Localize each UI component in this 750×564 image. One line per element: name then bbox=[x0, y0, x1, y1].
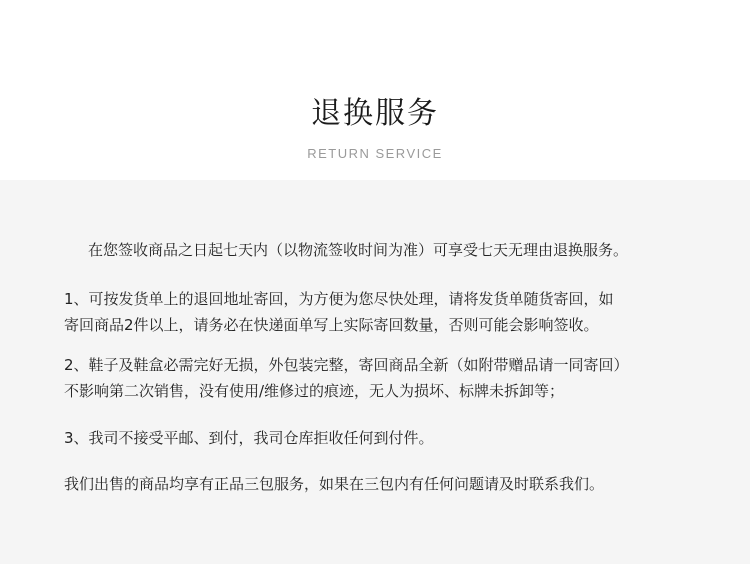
policy-item-1-line-1: 1、可按发货单上的退回地址寄回，为方便为您尽快处理，请将发货单随货寄回，如 bbox=[64, 290, 614, 308]
header-section bbox=[0, 0, 750, 180]
policy-item-3: 3、我司不接受平邮、到付，我司仓库拒收任何到付件。 bbox=[64, 429, 434, 447]
policy-item-1-line-2: 寄回商品2件以上，请务必在快递面单写上实际寄回数量，否则可能会影响签收。 bbox=[64, 316, 599, 334]
policy-content bbox=[0, 180, 750, 564]
policy-item-2 bbox=[64, 352, 704, 404]
policy-item-2-line-1: 2、鞋子及鞋盒必需完好无损，外包装完整，寄回商品全新（如附带赠品请一同寄回） bbox=[64, 356, 629, 374]
policy-item-1 bbox=[64, 286, 704, 338]
policy-item-2-line-2: 不影响第二次销售，没有使用/维修过的痕迹，无人为损坏、标牌未拆卸等； bbox=[64, 382, 565, 400]
intro-paragraph: 在您签收商品之日起七天内（以物流签收时间为准）可享受七天无理由退换服务。 bbox=[88, 241, 629, 259]
page-title: 退换服务 bbox=[311, 96, 439, 131]
closing-paragraph: 我们出售的商品均享有正品三包服务，如果在三包内有任何问题请及时联系我们。 bbox=[64, 475, 605, 493]
page-subtitle: RETURN SERVICE bbox=[307, 146, 443, 161]
